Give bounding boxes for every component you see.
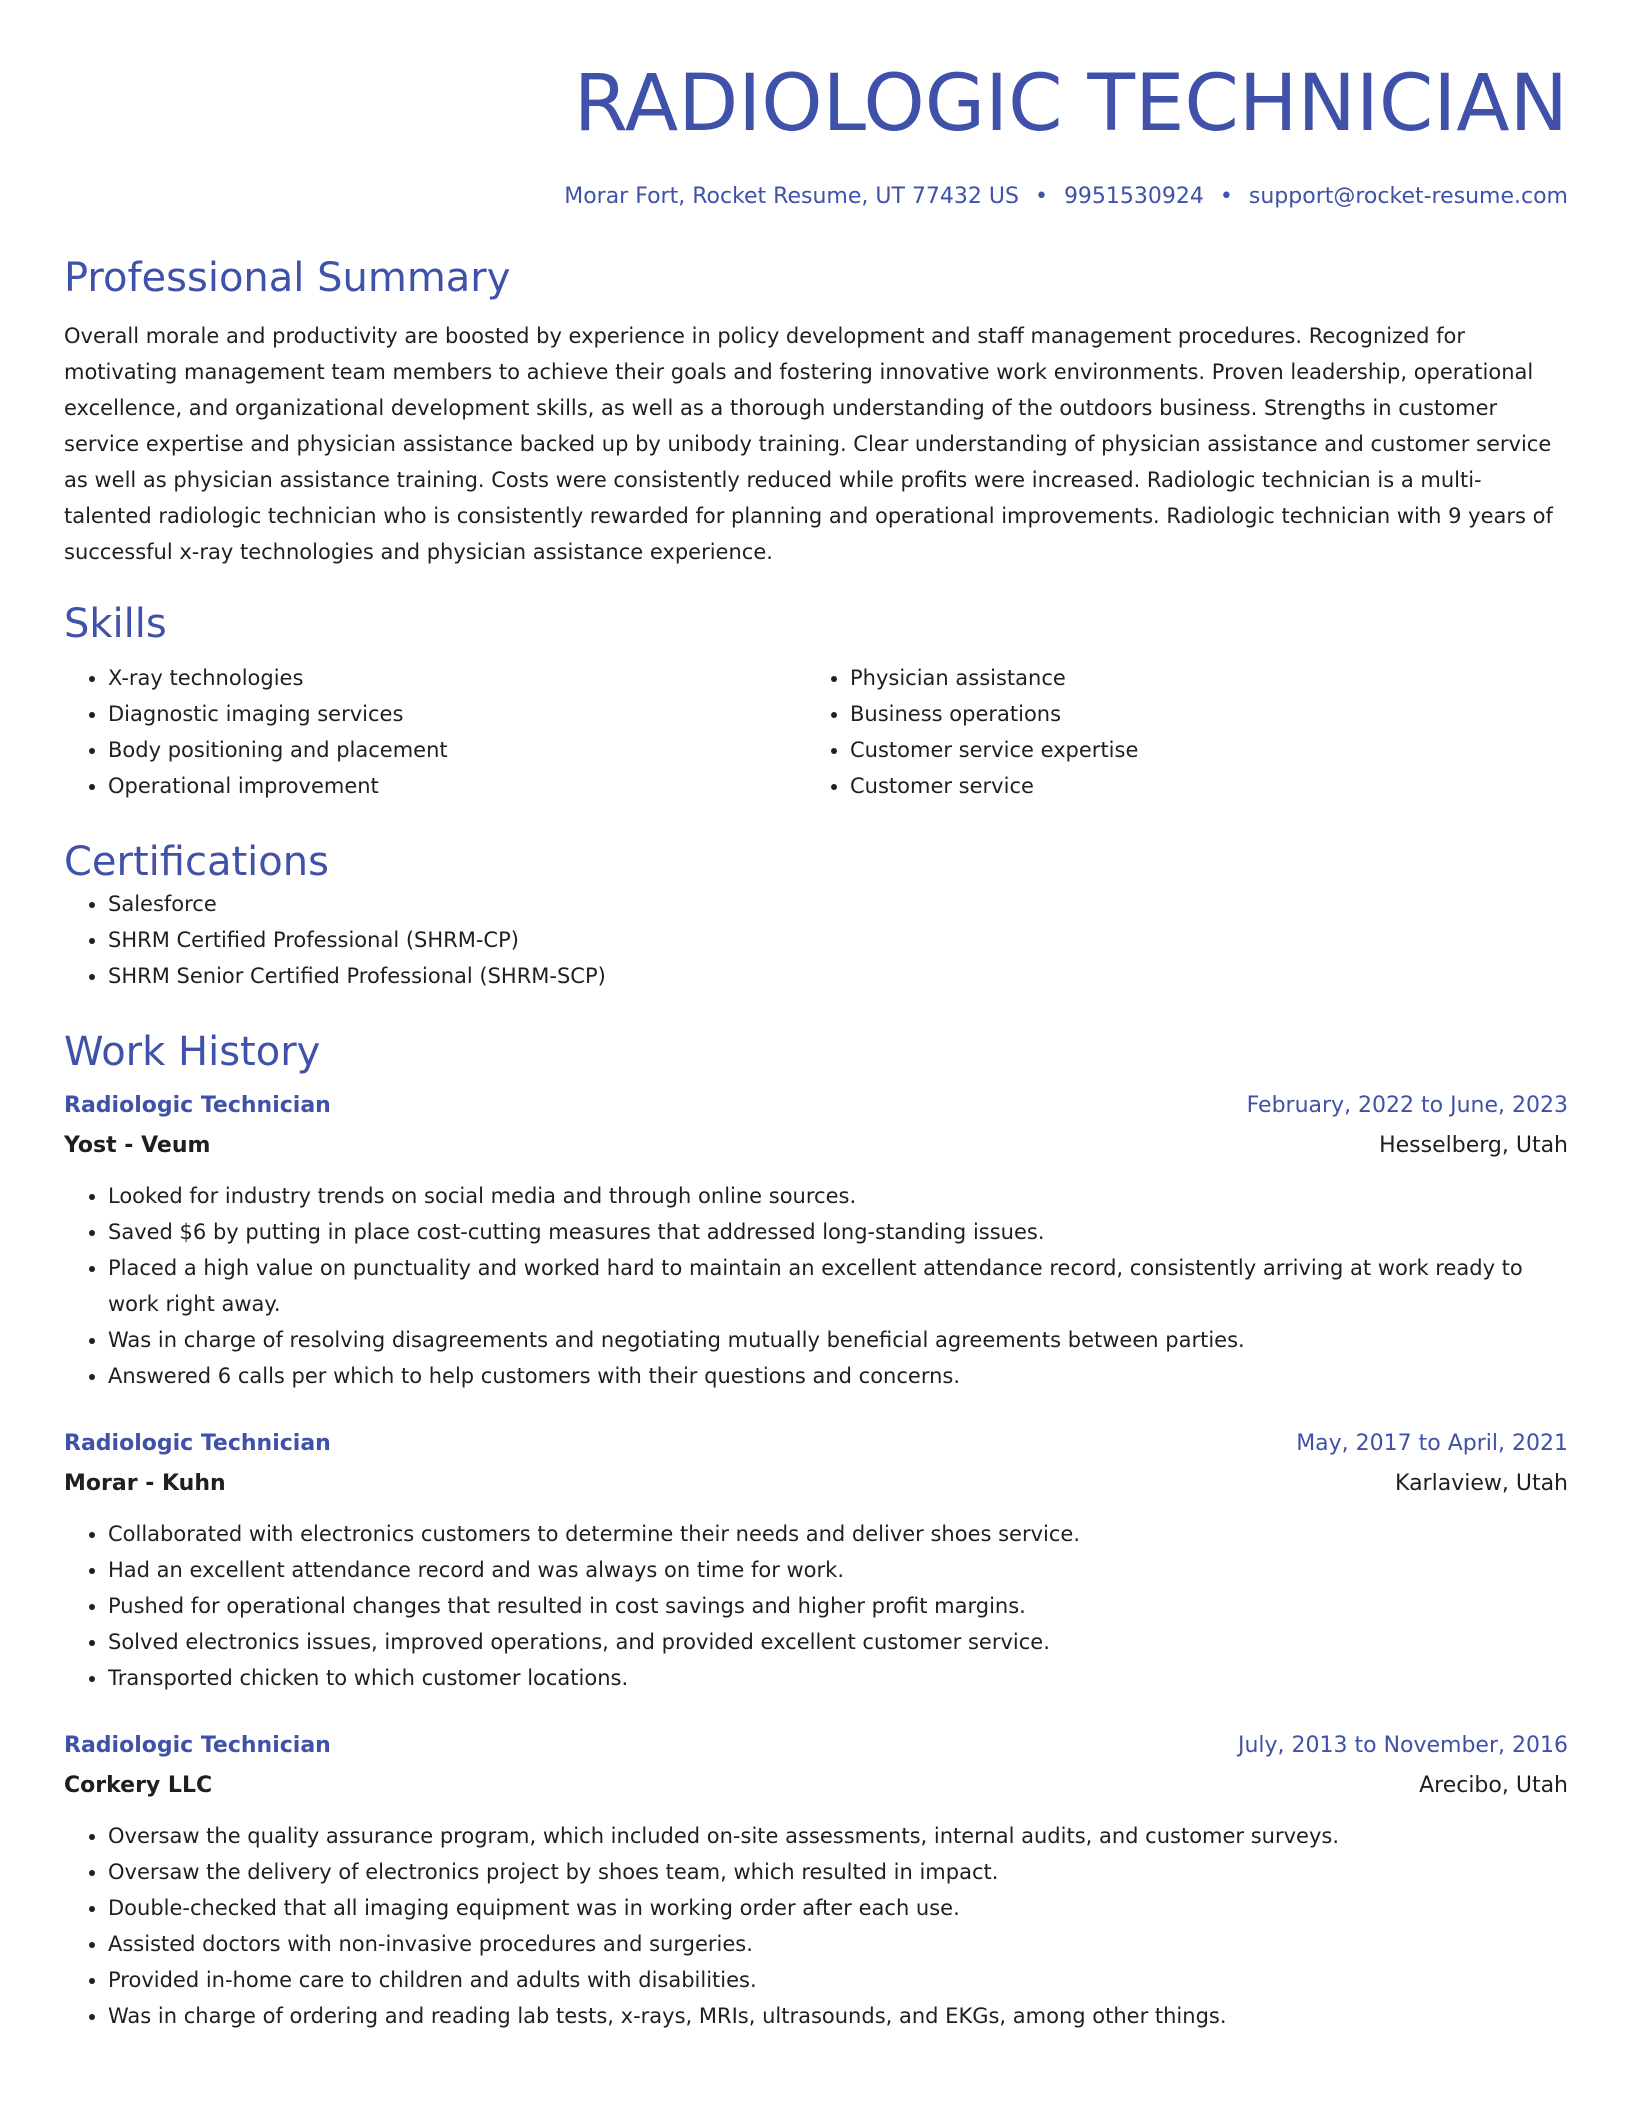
job-bullets: [64, 1516, 1568, 1696]
job-dates: July, 2013 to November, 2016: [1237, 1733, 1568, 1758]
skills-column-left: [64, 660, 806, 804]
job-location: Arecibo, Utah: [1419, 1773, 1568, 1798]
job-bullet: • Oversaw the delivery of electronics project by shoes team, which resulted in impact.: [108, 1854, 1568, 1890]
resume-page: [64, 0, 1568, 2034]
job-entry: [64, 1424, 1568, 1696]
job-bullet: • Provided in-home care to children and adults with disabilities.: [108, 1962, 1568, 1998]
summary-text: Overall morale and productivity are boosted by experience in policy development and staff management procedures. Recognized for motivating management team members to achieve their goals and fostering innovative work environments. Proven leadership, operational excellence, and organizational development skills, as well as a thorough understanding of the outdoors business. Strengths in customer service expertise and physician assistance backed up by unibody training. Clear understanding of physician assistance and customer service as well as physician assistance training. Costs were consistently reduced while profits were increased. Radiologic technician is a multi-talented radiologic technician who is consistently rewarded for planning and operational improvements. Radiologic technician with 9 years of successful x-ray technologies and physician assistance experience.: [64, 324, 1553, 564]
job-bullet: • Assisted doctors with non-invasive procedures and surgeries.: [108, 1926, 1568, 1962]
certification-item: • Salesforce: [108, 886, 1568, 922]
job-bullet: • Saved $6 by putting in place cost-cutting measures that addressed long-standing issues.: [108, 1214, 1568, 1250]
job-bullet: • Double-checked that all imaging equipment was in working order after each use.: [108, 1890, 1568, 1926]
contact-email[interactable]: support@rocket-resume.com: [1248, 184, 1568, 209]
skills-column-right: [806, 660, 1548, 804]
job-company: Yost - Veum: [64, 1133, 211, 1158]
job-dates: May, 2017 to April, 2021: [1296, 1431, 1568, 1456]
resume-header: [64, 0, 1568, 212]
job-bullet: • Pushed for operational changes that resulted in cost savings and higher profit margins.: [108, 1588, 1568, 1624]
contact-separator: •: [1034, 184, 1048, 209]
contact-line: [64, 182, 1568, 212]
job-title: Radiologic Technician: [64, 1431, 331, 1456]
certifications-heading: Certifications: [64, 839, 329, 885]
skills-list: [64, 660, 1568, 804]
job-bullet: • Had an excellent attendance record and was always on time for work.: [108, 1552, 1568, 1588]
job-bullet: • Was in charge of resolving disagreements and negotiating mutually beneficial agreements between parties.: [108, 1322, 1568, 1358]
job-company: Corkery LLC: [64, 1773, 213, 1798]
skill-item: • Customer service expertise: [850, 732, 1548, 768]
work-history-heading: Work History: [64, 1029, 321, 1075]
certification-item: • SHRM Senior Certified Professional (SHRM-SCP): [108, 958, 1568, 994]
contact-address: Morar Fort, Rocket Resume, UT 77432 US: [564, 184, 1019, 209]
skill-item: • X-ray technologies: [108, 660, 806, 696]
job-dates: February, 2022 to June, 2023: [1246, 1093, 1568, 1118]
job-location: Hesselberg, Utah: [1379, 1133, 1568, 1158]
job-location: Karlaview, Utah: [1395, 1471, 1568, 1496]
job-title: Radiologic Technician: [64, 1733, 331, 1758]
job-bullet: • Was in charge of ordering and reading lab tests, x-rays, MRIs, ultrasounds, and EKGs, among other things.: [108, 1998, 1568, 2034]
job-bullets: [64, 1818, 1568, 2034]
summary-heading: Professional Summary: [64, 255, 511, 301]
job-company: Morar - Kuhn: [64, 1471, 226, 1496]
skill-item: • Body positioning and placement: [108, 732, 806, 768]
skill-item: • Customer service: [850, 768, 1548, 804]
job-bullet: • Collaborated with electronics customers to determine their needs and deliver shoes service.: [108, 1516, 1568, 1552]
skill-item: • Diagnostic imaging services: [108, 696, 806, 732]
job-bullet: • Solved electronics issues, improved operations, and provided excellent customer service.: [108, 1624, 1568, 1660]
job-bullet: • Answered 6 calls per which to help customers with their questions and concerns.: [108, 1358, 1568, 1394]
job-bullets: [64, 1178, 1568, 1394]
job-title: Radiologic Technician: [64, 1093, 331, 1118]
contact-separator: •: [1219, 184, 1233, 209]
skills-heading: Skills: [64, 601, 167, 647]
contact-phone[interactable]: 9951530924: [1063, 184, 1204, 209]
certifications-list: [64, 886, 1568, 994]
resume-name: RADIOLOGIC TECHNICIAN: [573, 59, 1568, 149]
job-bullet: • Placed a high value on punctuality and worked hard to maintain an excellent attendance record, consistently arriving at work ready to work right away.: [108, 1250, 1568, 1322]
certification-item: • SHRM Certified Professional (SHRM-CP): [108, 922, 1568, 958]
job-entry: [64, 1726, 1568, 2034]
job-bullet: • Transported chicken to which customer locations.: [108, 1660, 1568, 1696]
skill-item: • Operational improvement: [108, 768, 806, 804]
skill-item: • Business operations: [850, 696, 1548, 732]
skill-item: • Physician assistance: [850, 660, 1548, 696]
job-bullet: • Looked for industry trends on social media and through online sources.: [108, 1178, 1568, 1214]
job-entry: [64, 1086, 1568, 1394]
job-bullet: • Oversaw the quality assurance program, which included on-site assessments, internal audits, and customer surveys.: [108, 1818, 1568, 1854]
